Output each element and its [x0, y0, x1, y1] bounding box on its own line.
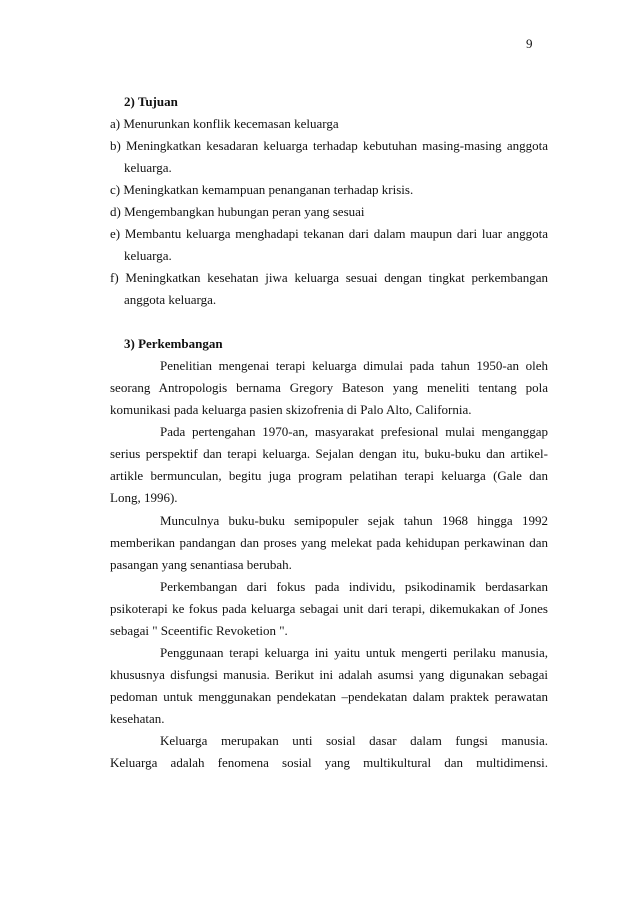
paragraph-line: Long, 1996).	[110, 490, 178, 505]
paragraph-line: khususnya disfungsi manusia. Berikut ini adalah asumsi yang digunakan sebagai	[110, 667, 548, 682]
list-item-a: a) Menurunkan konflik kecemasan keluarga	[110, 116, 339, 131]
paragraph-line: Pada pertengahan 1970-an, masyarakat prefesional mulai menganggap	[160, 424, 548, 439]
list-item-b-line2: keluarga.	[124, 160, 172, 175]
paragraph-line: Penggunaan terapi keluarga ini yaitu untuk mengerti perilaku manusia,	[160, 645, 548, 660]
list-item-f-line2: anggota keluarga.	[124, 292, 217, 307]
paragraph-line: pasangan yang senantiasa berubah.	[110, 557, 292, 572]
paragraph-line: komunikasi pada keluarga pasien skizofrenia di Palo Alto, California.	[110, 402, 472, 417]
list-item-f-line1: f) Meningkatkan kesehatan jiwa keluarga sesuai dengan tingkat perkembangan	[110, 270, 548, 285]
paragraph-line: Keluarga merupakan unti sosial dasar dalam fungsi manusia.	[160, 733, 548, 748]
paragraph-line: sebagai " Sceentific Revoketion ".	[110, 623, 288, 638]
paragraph-line: artikle bermunculan, begitu juga program pelatihan terapi keluarga (Gale dan	[110, 468, 548, 483]
list-item-c: c) Meningkatkan kemampuan penanganan terhadap krisis.	[110, 182, 414, 197]
paragraph-line: seorang Antropologis bernama Gregory Bateson yang meneliti tentang pola	[110, 380, 548, 395]
paragraph-line: Keluarga adalah fenomena sosial yang multikultural dan multidimensi.	[110, 755, 548, 770]
paragraph-line: Perkembangan dari fokus pada individu, psikodinamik berdasarkan	[160, 579, 548, 594]
paragraph-line: memberikan pandangan dan proses yang melekat pada kehidupan perkawinan dan	[110, 535, 548, 550]
list-item-b-line1: b) Meningkatkan kesadaran keluarga terhadap kebutuhan masing-masing anggota	[110, 138, 548, 153]
paragraph-line: Munculnya buku-buku semipopuler sejak tahun 1968 hingga 1992	[160, 513, 548, 528]
page-number: 9	[526, 36, 533, 51]
paragraph-line: serius perspektif dan terapi keluarga. Sejalan dengan itu, buku-buku dan artikel-	[110, 446, 548, 461]
paragraph-line: pedoman untuk menggunakan pendekatan –pendekatan dalam praktek perawatan	[110, 689, 548, 704]
section-heading-tujuan: 2) Tujuan	[124, 94, 178, 109]
paragraph-line: kesehatan.	[110, 711, 165, 726]
paragraph-line: Penelitian mengenai terapi keluarga dimulai pada tahun 1950-an oleh	[160, 358, 548, 373]
list-item-d: d) Mengembangkan hubungan peran yang sesuai	[110, 204, 365, 219]
list-item-e-line2: keluarga.	[124, 248, 172, 263]
section-heading-perkembangan: 3) Perkembangan	[124, 336, 223, 351]
paragraph-line: psikoterapi ke fokus pada keluarga sebagai unit dari terapi, dikemukakan of Jones	[110, 601, 548, 616]
list-item-e-line1: e) Membantu keluarga menghadapi tekanan dari dalam maupun dari luar anggota	[110, 226, 548, 241]
